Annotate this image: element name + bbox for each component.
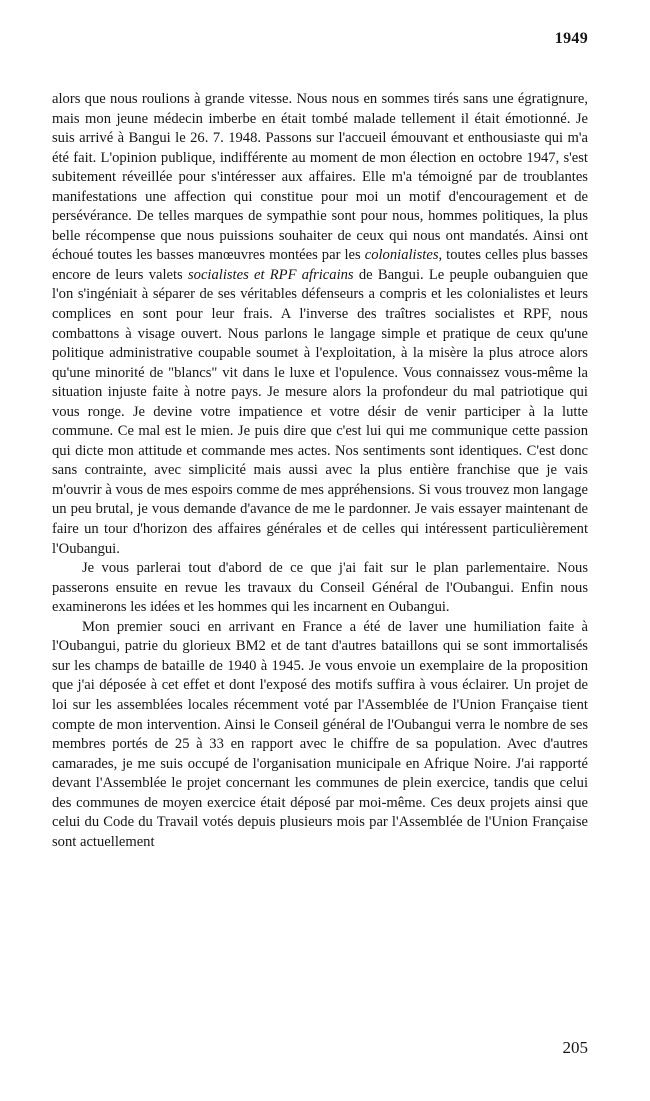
page-number: 205 — [562, 1038, 588, 1057]
paragraph-1-part-b: , toutes celles plus basses encore de leurs valets — [52, 247, 588, 283]
emphasis-colonialistes: colonialistes — [364, 247, 439, 264]
paragraph-1-part-a: alors que nous roulions à grande vitesse. Nous nous en sommes tirés sans une égratignure, mais mon jeune médecin imberbe en était tombé malade tellement il était émotionné. Je suis arrivé à Bangui le 26. 7. 1948. Passons sur l'accueil émouvant et enthousiaste qui m'a été fait. L'opinion publique, indifférente au moment de mon élection en octobre 1947, s'est subitement réveillée pour s'intéresser aux affaires. Elle m'a témoigné par de troublantes manifestations une affection qui constitue pour moi un motif d'encouragement et de persévérance. De telles marques de sympathie sont pour nous, hommes politiques, la plus belle récompense que nous puissions souhaiter de ceux qui nous ont mandatés. Ainsi ont échoué toutes les basses manœuvres montées par les — [52, 91, 588, 264]
emphasis-socialistes-rpf: socialistes et RPF africains — [187, 266, 354, 283]
paragraph-1-part-c: de Bangui. Le peuple oubanguien que l'on s'ingéniait à séparer de ses véritables défenseurs a compris et les colonialistes et leurs complices en sont pour leur frais. A l'inverse des traîtres socialistes et RPF, nous combattons à visage ouvert. Nous parlons le langage simple et pratique de ceux qu'une politique administrative coupable soumet à l'exploitation, à la misère la plus atroce alors qu'une minorité de "blancs" vit dans le luxe et l'opulence. Vous connaissez vous-même la situation injuste faite à notre pays. Je mesure alors la profondeur du mal patriotique qui vous ronge. Je devine votre impatience et votre désir de venir participer à la lutte commune. Ce mal est le mien. Je puis dire que c'est lui qui me communique cette passion qui dicte mon attitude et commande mes actes. Nos sentiments sont identiques. C'est donc sans contrainte, avec simplicité mais aussi avec la plus entière franchise que je vais m'ouvrir à vous de mes espoirs comme de mes appréhensions. Si vous trouvez mon langage un peu brutal, je vous demande d'avance de me le pardonner. Je vais essayer maintenant de faire un tour d'horizon des affaires générales et de celles qui intéressent particulièrement l'Oubangui. — [52, 266, 588, 557]
paragraph-2: Je vous parlerai tout d'abord de ce que j'ai fait sur le plan parlementaire. Nous passerons ensuite en revue les travaux du Conseil Général de l'Oubangui. Enfin nous examinerons les idées et les hommes qui les incarnent en Oubangui. — [52, 560, 588, 616]
body-text — [52, 90, 588, 852]
paragraph-3: Mon premier souci en arrivant en France a été de laver une humiliation faite à l'Oubangui, patrie du glorieux BM2 et de tant d'autres bataillons qui se sont immortalisés sur les champs de bataille de 1940 à 1945. Je vous envoie un exemplaire de la proposition que j'ai déposée à cet effet et dont l'exposé des motifs suffira à vous éclairer. Un projet de loi sur les assemblées locales récemment voté par l'Assemblée de l'Union Française tient compte de mon intervention. Ainsi le Conseil général de l'Oubangui verra le nombre de ses membres portés de 25 à 33 en rapport avec le chiffre de sa population. Avec d'autres camarades, je me suis occupé de l'organisation municipale en Afrique Noire. J'ai rapporté devant l'Assemblée le projet concernant les communes de plein exercice, tandis que celui des communes de moyen exercice était déposé par moi-même. Ces deux projets ainsi que celui du Code du Travail votés depuis plusieurs mois par l'Assemblée de l'Union Française sont actuellement — [52, 618, 588, 850]
paragraph-1 — [52, 90, 588, 559]
running-header-year: 1949 — [554, 30, 588, 47]
